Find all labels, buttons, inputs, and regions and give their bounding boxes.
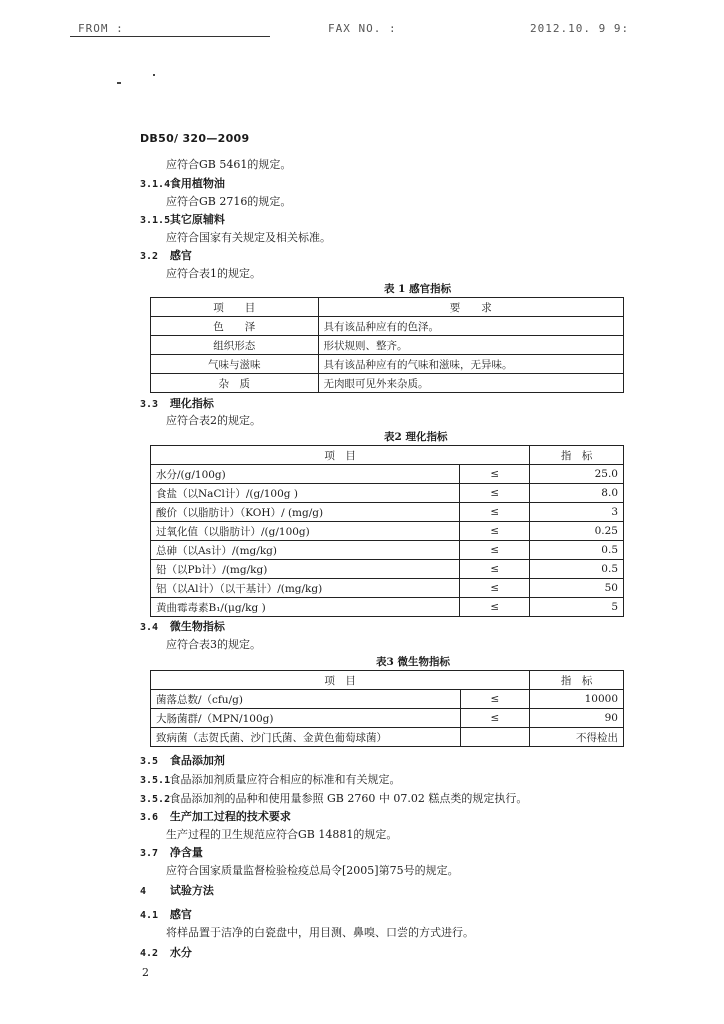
- scan-speck: [117, 82, 121, 84]
- table-cell: 过氧化值（以脂肪计）/(g/100g): [151, 522, 460, 541]
- table-header-row: [151, 671, 624, 690]
- table-cell: 3: [530, 503, 624, 522]
- scan-speck: [153, 74, 155, 76]
- fax-number-label: FAX NO. :: [328, 22, 397, 35]
- body-text: 应符合GB 2716的规定。: [166, 195, 292, 208]
- table-cell: 色 泽: [151, 317, 319, 336]
- table-cell: 具有该品种应有的气味和滋味，无异味。: [318, 355, 624, 374]
- table-header-cell: 项 目: [151, 446, 530, 465]
- table-row: [151, 336, 624, 355]
- table-cell: 大肠菌群/（MPN/100g): [151, 709, 461, 728]
- table-cell: ≤: [460, 484, 530, 503]
- table2-caption: 表2 理化指标: [384, 431, 448, 443]
- section-heading-3-6: 3.6 生产加工过程的技术要求: [140, 810, 291, 823]
- body-text: 应符合GB 5461的规定。: [166, 158, 292, 171]
- section-heading-3-5: 3.5 食品添加剂: [140, 754, 225, 767]
- table-cell: 铅（以Pb计）/(mg/kg): [151, 560, 460, 579]
- table-row: [151, 355, 624, 374]
- table-cell: ≤: [460, 541, 530, 560]
- body-text: 应符合国家有关规定及相关标准。: [166, 231, 331, 244]
- table-header-cell: 指 标: [530, 671, 624, 690]
- table-cell: ≤: [460, 709, 530, 728]
- table-cell: 25.0: [530, 465, 624, 484]
- body-text: 应符合表1的规定。: [166, 267, 261, 280]
- table-cell: 50: [530, 579, 624, 598]
- table-header-row: [151, 446, 624, 465]
- table-row: [151, 522, 624, 541]
- table-cell: 铝（以Al计）（以干基计）/(mg/kg): [151, 579, 460, 598]
- table-sensory: [150, 297, 624, 393]
- table-row: [151, 579, 624, 598]
- section-heading-3-4: 3.4 微生物指标: [140, 620, 225, 633]
- section-3-5-1: 3.5.1 食品添加剂质量应符合相应的标准和有关规定。: [140, 773, 401, 786]
- body-text: 应符合国家质量监督检验检疫总局令[2005]第75号的规定。: [166, 864, 459, 877]
- table-cell: 0.25: [530, 522, 624, 541]
- table-cell: 气味与滋味: [151, 355, 319, 374]
- section-heading-3-1-4: 3.1.4 食用植物油: [140, 177, 225, 190]
- table-microbiological: [150, 670, 624, 747]
- table-row: [151, 503, 624, 522]
- document-number: DB50/ 320—2009: [140, 132, 250, 145]
- table-physicochemical: [150, 445, 624, 617]
- table-cell: 0.5: [530, 541, 624, 560]
- table-cell: ≤: [460, 690, 530, 709]
- table-row: [151, 541, 624, 560]
- table-cell: ≤: [460, 560, 530, 579]
- section-heading-3-3: 3.3 理化指标: [140, 397, 214, 410]
- section-heading-3-7: 3.7 净含量: [140, 846, 203, 859]
- table1-caption: 表 1 感官指标: [384, 283, 452, 295]
- table-cell: 组织形态: [151, 336, 319, 355]
- table-header-cell: 项 目: [151, 671, 530, 690]
- section-heading-4-1: 4.1 感官: [140, 908, 192, 921]
- table-row: [151, 465, 624, 484]
- table-cell: ≤: [460, 522, 530, 541]
- body-text: 将样品置于洁净的白瓷盘中，用目测、鼻嗅、口尝的方式进行。: [166, 926, 474, 939]
- table-row: [151, 374, 624, 393]
- table-row: [151, 709, 624, 728]
- table-cell: 形状规则、整齐。: [318, 336, 624, 355]
- table-cell: ≤: [460, 598, 530, 617]
- table-cell: 90: [530, 709, 624, 728]
- table-cell: 总砷（以As计）/(mg/kg): [151, 541, 460, 560]
- table-cell: 8.0: [530, 484, 624, 503]
- table-cell: ≤: [460, 465, 530, 484]
- table-row: [151, 317, 624, 336]
- table-cell: 食盐（以NaCl计）/(g/100g ): [151, 484, 460, 503]
- table-cell: 水分/(g/100g): [151, 465, 460, 484]
- section-heading-3-1-5: 3.1.5 其它原辅料: [140, 213, 225, 226]
- table-cell: 10000: [530, 690, 624, 709]
- table-cell: 不得检出: [530, 728, 624, 747]
- table-cell: 杂 质: [151, 374, 319, 393]
- table-row: [151, 598, 624, 617]
- table-header-row: [151, 298, 624, 317]
- table3-caption: 表3 微生物指标: [376, 656, 450, 668]
- table-header-cell: 项 目: [151, 298, 319, 317]
- fax-header-rule: [70, 36, 270, 37]
- table-cell: 5: [530, 598, 624, 617]
- table-cell: ≤: [460, 579, 530, 598]
- table-cell: 具有该品种应有的色泽。: [318, 317, 624, 336]
- table-cell: 无肉眼可见外来杂质。: [318, 374, 624, 393]
- fax-date: 2012.10. 9 9:: [530, 22, 630, 35]
- table-cell: ≤: [460, 503, 530, 522]
- table-row: [151, 484, 624, 503]
- table-row: [151, 728, 624, 747]
- table-cell: 黄曲霉毒素B₁/(μg/kg ): [151, 598, 460, 617]
- table-cell: 菌落总数/（cfu/g): [151, 690, 461, 709]
- body-text: 生产过程的卫生规范应符合GB 14881的规定。: [166, 828, 398, 841]
- section-heading-3-2: 3.2 感官: [140, 249, 192, 262]
- table-cell: 致病菌（志贺氏菌、沙门氏菌、金黄色葡萄球菌）: [151, 728, 461, 747]
- page-number: 2: [142, 966, 149, 979]
- table-cell: 0.5: [530, 560, 624, 579]
- table-header-cell: 指 标: [530, 446, 624, 465]
- table-row: [151, 690, 624, 709]
- section-heading-4-2: 4.2 水分: [140, 946, 192, 959]
- table-cell: 酸价（以脂肪计）（KOH）/ (mg/g): [151, 503, 460, 522]
- table-row: [151, 560, 624, 579]
- body-text: 应符合表2的规定。: [166, 414, 261, 427]
- fax-from-label: FROM :: [78, 22, 124, 35]
- body-text: 应符合表3的规定。: [166, 638, 261, 651]
- table-header-cell: 要 求: [318, 298, 624, 317]
- section-heading-4: 4 试验方法: [140, 884, 214, 897]
- table-cell: [460, 728, 530, 747]
- section-3-5-2: 3.5.2 食品添加剂的品种和使用量参照 GB 2760 中 07.02 糕点类的规定执行。: [140, 792, 528, 805]
